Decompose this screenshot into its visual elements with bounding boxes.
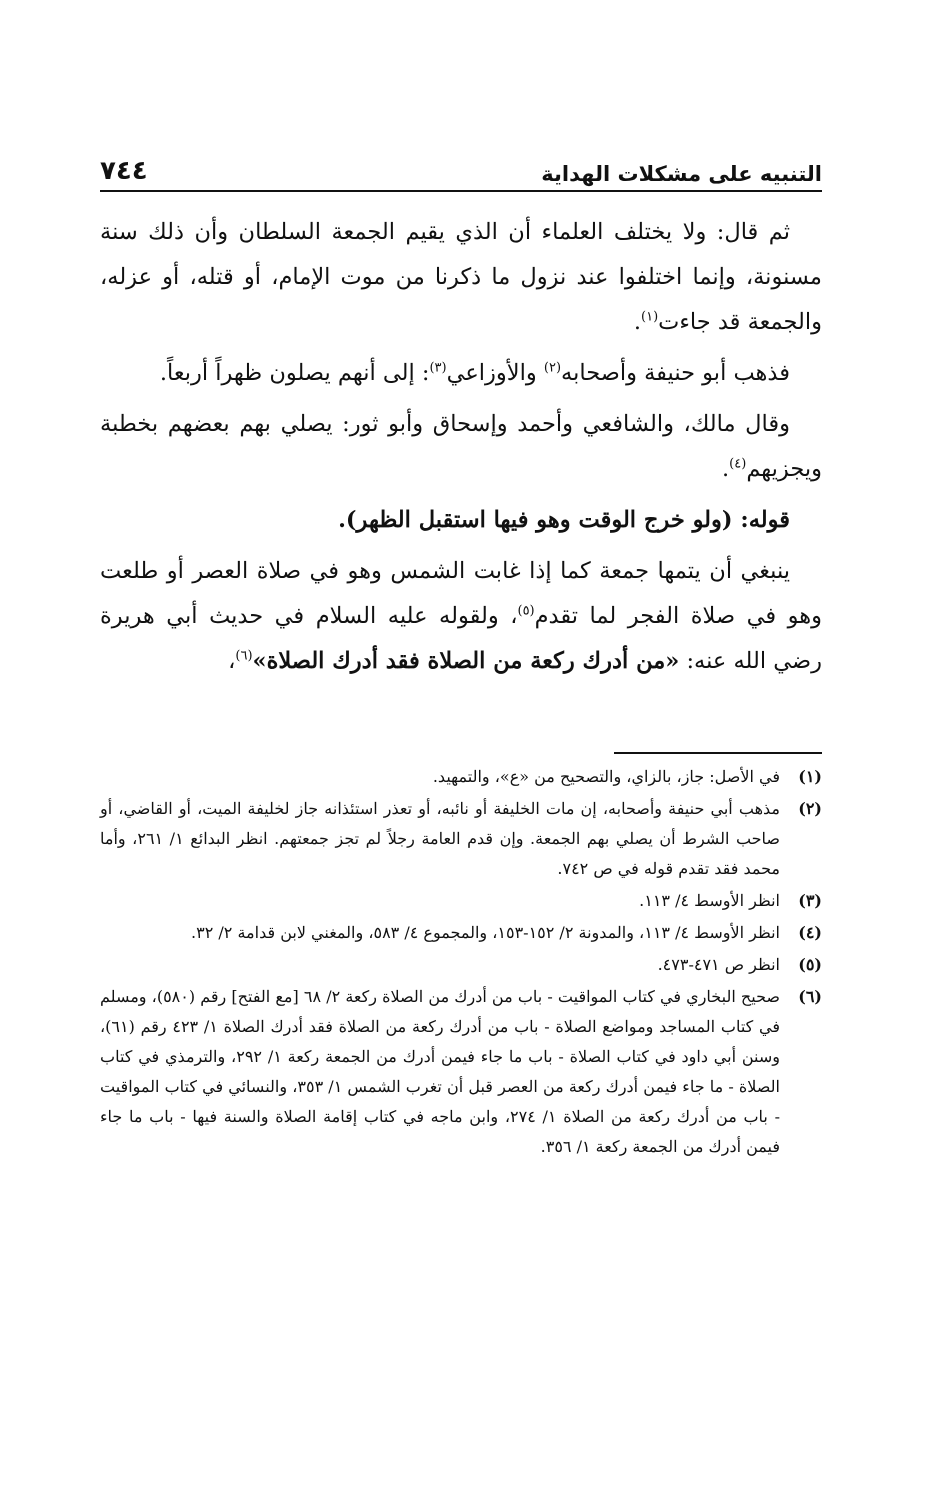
footnote-number: (٢) — [798, 799, 822, 818]
paragraph-1-text: ثم قال: ولا يختلف العلماء أن الذي يقيم الجمعة السلطان وأن ذلك سنة مسنونة، وإنما اختلفوا عند نزول ما ذكرنا من موت الإمام، أو قتله، أو عزله، والجمعة قد جاءت — [100, 219, 822, 335]
footnote-text: في الأصل: جاز، بالزاي، والتصحيح من «ع»، والتمهيد. — [432, 767, 780, 786]
paragraph-3-end: . — [722, 456, 730, 482]
footnote-separator — [614, 752, 822, 754]
paragraph-2-b: والأوزاعي — [446, 360, 544, 386]
paragraph-2-a: فذهب أبو حنيفة وأصحابه — [561, 360, 790, 386]
footnotes — [100, 762, 822, 1164]
footnote-2 — [100, 794, 822, 884]
footnote-number: (٤) — [798, 923, 822, 942]
footnote-1 — [100, 762, 822, 792]
footnote-text: انظر ص ٤٧١-٤٧٣. — [657, 955, 780, 974]
page-header — [100, 146, 822, 192]
paragraph-1-end: . — [633, 309, 642, 335]
paragraph-2 — [100, 351, 822, 396]
footnote-ref-5: (٥) — [517, 603, 535, 619]
page-number: ٧٤٤ — [100, 156, 148, 186]
footnote-6 — [100, 982, 822, 1162]
footnote-ref-2: (٢) — [543, 360, 562, 376]
footnote-number: (٦) — [798, 987, 822, 1006]
paragraph-4-heading: قوله: (ولو خرج الوقت وهو فيها استقبل الظهر). — [338, 507, 790, 533]
footnote-ref-6: (٦) — [235, 648, 253, 664]
footnote-text: انظر الأوسط ٤/ ١١٣، والمدونة ٢/ ١٥٢-١٥٣، والمجموع ٤/ ٥٨٣، والمغني لابن قدامة ٢/ ٣٢. — [191, 923, 780, 942]
paragraph-5-a: ينبغي أن يتمها جمعة كما إذا غابت الشمس وهو في صلاة العصر أو طلعت وهو في صلاة الفجر لما تقدم — [100, 558, 822, 629]
footnote-ref-1: (١) — [641, 309, 659, 325]
footnote-4 — [100, 918, 822, 948]
paragraph-5-end: ، — [228, 648, 236, 674]
footnote-number: (٣) — [798, 891, 822, 910]
footnote-number: (٥) — [798, 955, 822, 974]
footnote-ref-4: (٤) — [729, 456, 747, 472]
paragraph-5 — [100, 549, 822, 684]
paragraph-2-c: : إلى أنهم يصلون ظهراً أربعاً. — [159, 360, 430, 386]
footnote-3 — [100, 886, 822, 916]
paragraph-3-text: وقال مالك، والشافعي وأحمد وإسحاق وأبو ثور: يصلي بهم بعضهم بخطبة ويجزيهم — [100, 411, 822, 482]
paragraph-5-b: ، ولقوله عليه السلام في حديث أبي هريرة رضي الله عنه: — [100, 603, 822, 674]
footnote-text: صحيح البخاري في كتاب المواقيت - باب من أدرك من الصلاة ركعة ٢/ ٦٨ [مع الفتح] رقم (٥٨٠)، ومسلم في كتاب المساجد ومواضع الصلاة - باب من أدرك ركعة من الصلاة فقد أدرك الصلاة ١/ ٤٢٣ رقم (٦١)، وسنن أبي داود في كتاب الصلاة - باب ما جاء فيمن أدرك من الجمعة ركعة ١/ ٢٩٢، والترمذي في كتاب الصلاة - ما جاء فيمن أدرك ركعة من العصر قبل أن تغرب الشمس ١/ ٣٥٣، والنسائي في كتاب المواقيت - باب من أدرك ركعة من الصلاة ١/ ٢٧٤، وابن ماجه في كتاب إقامة الصلاة والسنة فيها - باب ما جاء فيمن أدرك من الجمعة ركعة ١/ ٣٥٦. — [100, 987, 781, 1156]
main-text — [100, 210, 822, 690]
paragraph-3 — [100, 402, 822, 492]
footnote-5 — [100, 950, 822, 980]
running-title: التنبيه على مشكلات الهداية — [541, 162, 822, 186]
footnote-text: انظر الأوسط ٤/ ١١٣. — [639, 891, 780, 910]
footnote-ref-3: (٣) — [429, 360, 447, 376]
footnote-text: مذهب أبي حنيفة وأصحابه، إن مات الخليفة أو نائبه، أو تعذر استئذانه جاز لخليفة الميت، أو القاضي، أو صاحب الشرط أن يصلي بهم الجمعة. وإن قدم العامة رجلاً لم تجز جمعتهم. انظر البدائع ١/ ٢٦١، وأما محمد فقد تقدم قوله في ص ٧٤٢. — [100, 799, 781, 878]
paragraph-1 — [100, 210, 822, 345]
hadith-quote: «من أدرك ركعة من الصلاة فقد أدرك الصلاة» — [252, 648, 680, 674]
footnote-number: (١) — [798, 767, 822, 786]
